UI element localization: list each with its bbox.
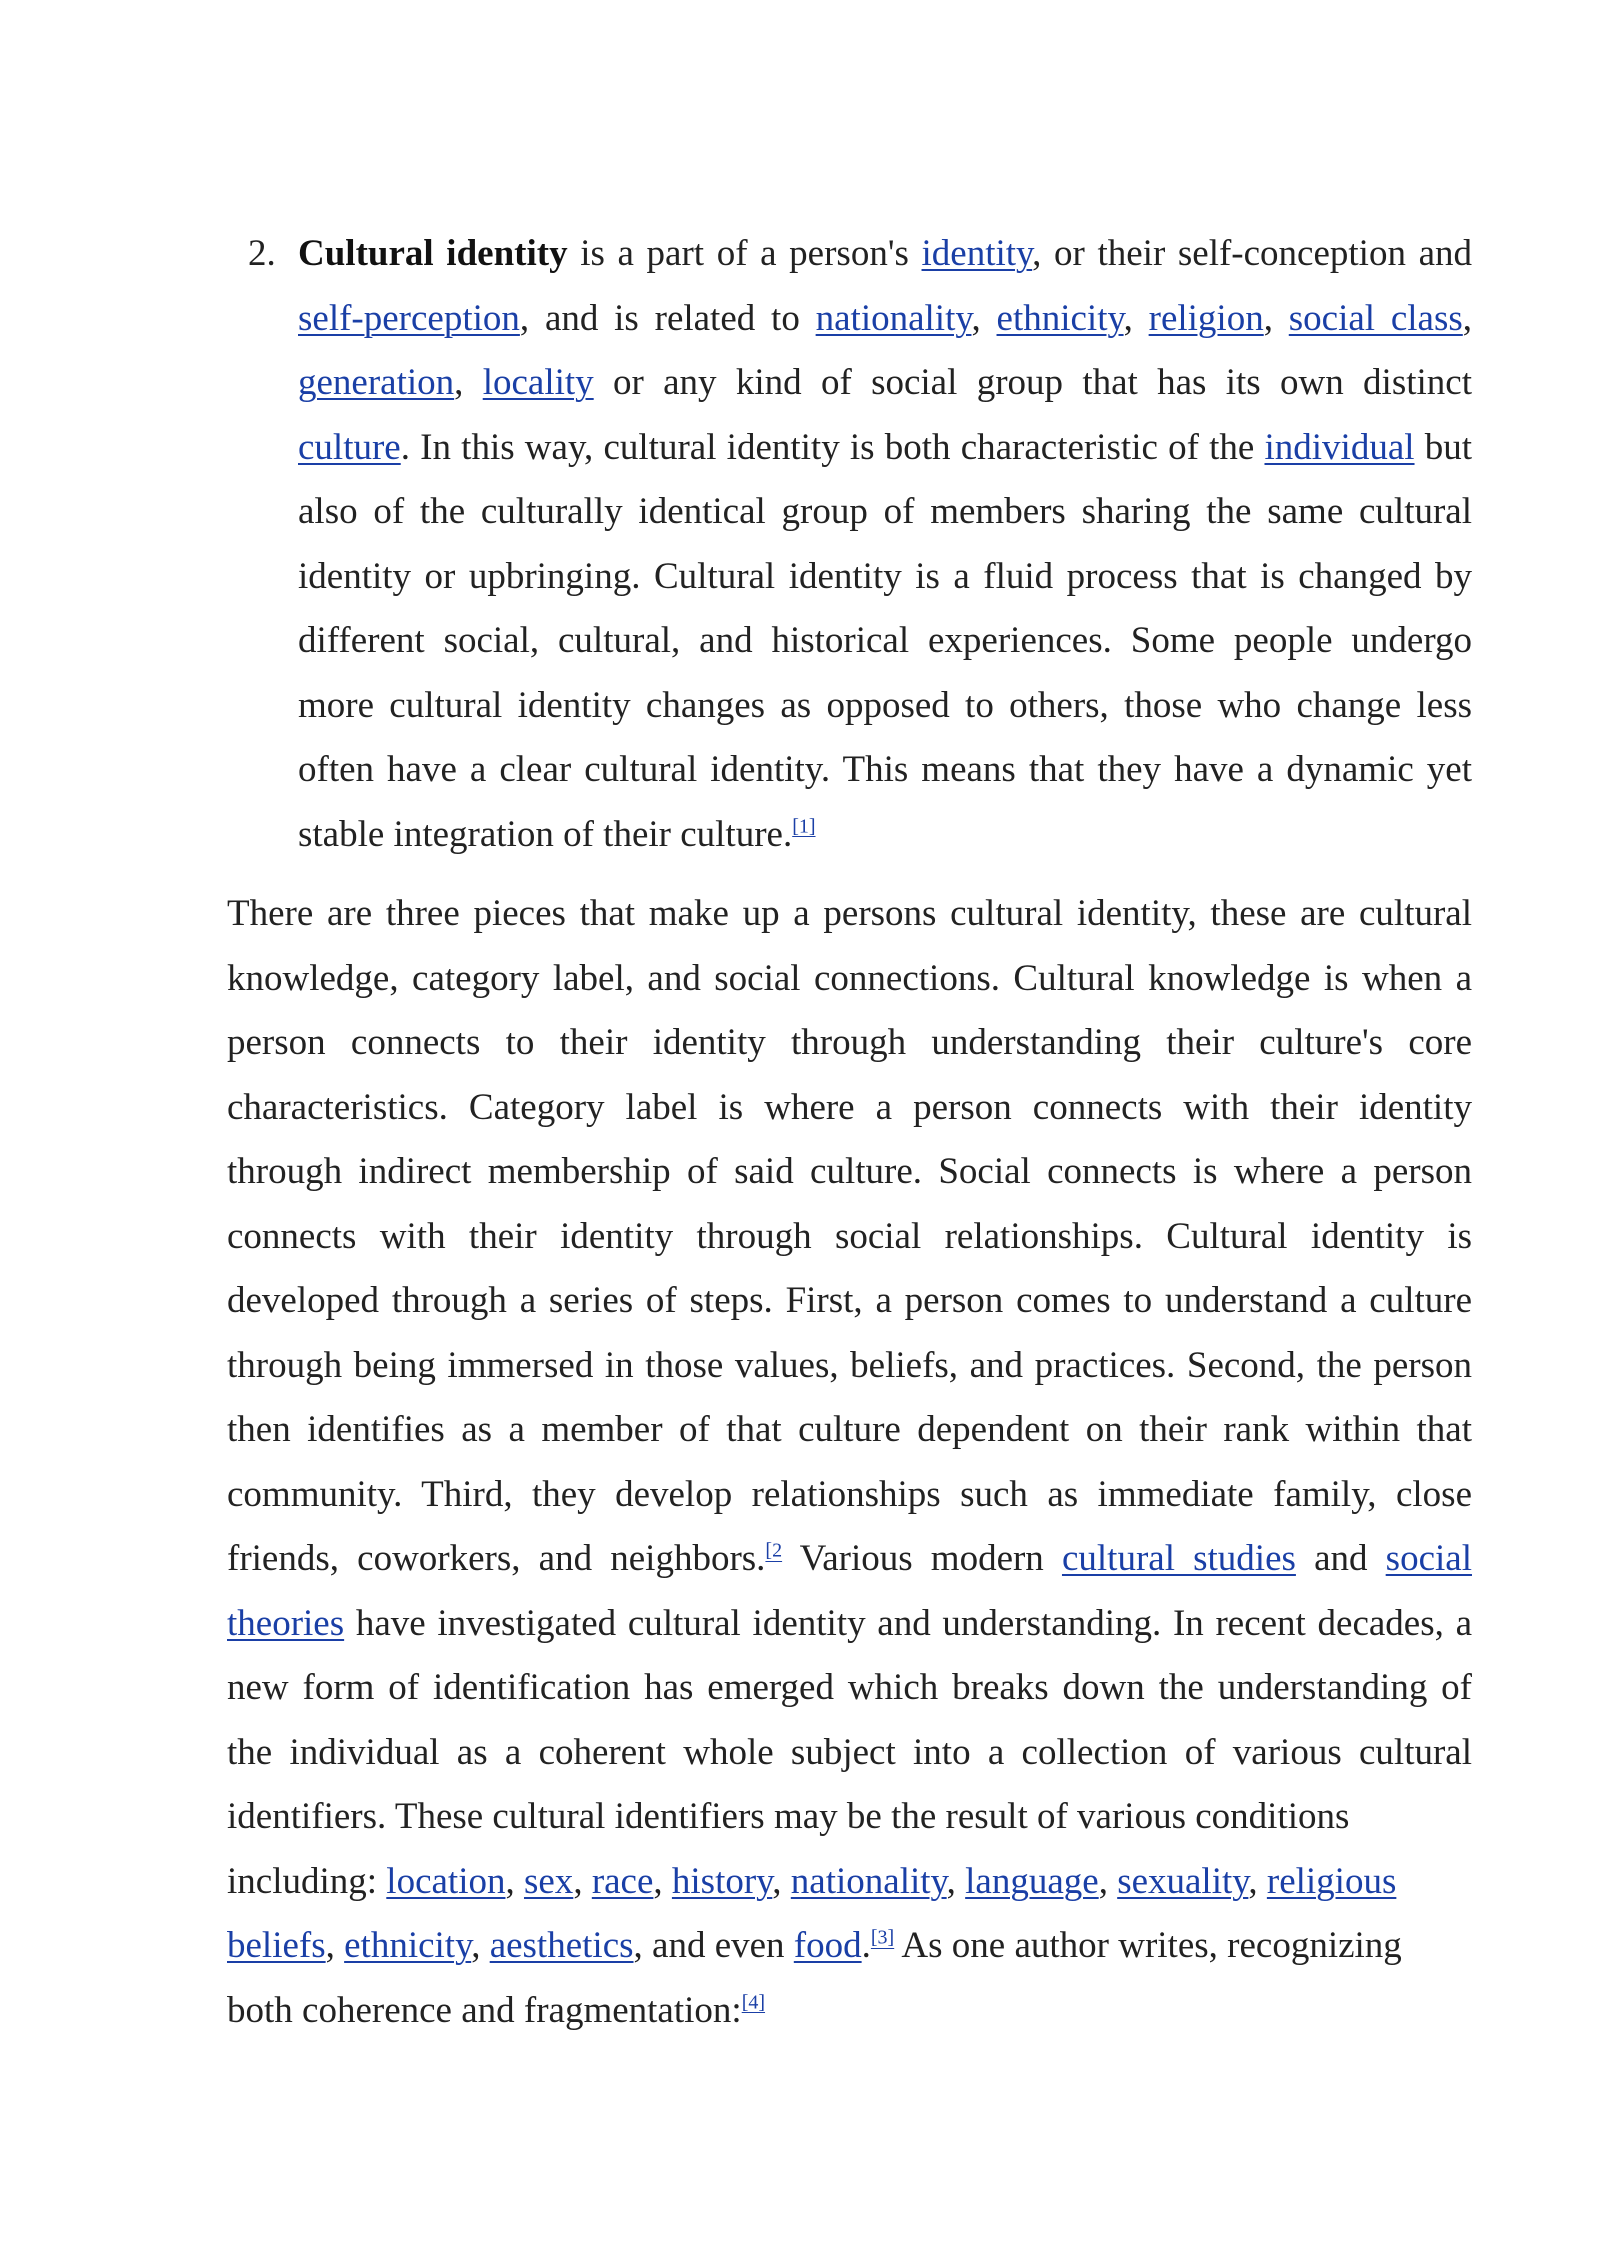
text-run: . [861, 1925, 871, 1966]
separator: , [471, 1925, 490, 1966]
text-run: or any kind of social group that has its own distinct [593, 362, 1472, 403]
link-race[interactable]: race [591, 1860, 654, 1902]
separator: , [1098, 1860, 1118, 1902]
separator: , [573, 1860, 592, 1902]
link-religion[interactable]: religion [1148, 297, 1264, 339]
reference-4[interactable] [742, 1991, 765, 2013]
reference-link-3[interactable]: [3] [870, 1926, 895, 1949]
link-ethnicity-2[interactable]: ethnicity [344, 1925, 472, 1966]
link-generation[interactable]: generation [298, 362, 455, 403]
line-including [227, 1850, 1472, 2044]
text-run: Various modern [782, 1538, 1062, 1579]
separator: , [653, 1860, 672, 1902]
text-run: , and is related to [519, 297, 816, 339]
separator: , [454, 362, 483, 403]
link-culture[interactable]: culture [298, 426, 401, 468]
reference-link-1[interactable]: [1] [792, 815, 816, 838]
link-aesthetics[interactable]: aesthetics [489, 1925, 634, 1966]
separator: , [1123, 297, 1149, 339]
link-individual[interactable]: individual [1264, 426, 1415, 468]
link-sexuality[interactable]: sexuality [1117, 1860, 1249, 1902]
link-ethnicity[interactable]: ethnicity [996, 297, 1124, 339]
separator: , [946, 1860, 966, 1902]
text-run: have investigated cultural identity and understanding. In recent decades, a new form of identification has emerged which breaks down the understanding of the individual as a coherent whole subject into a collection of various cultural identifiers. These cultural identifiers may be the result of various conditions [227, 1602, 1472, 1837]
link-language[interactable]: language [965, 1860, 1099, 1902]
link-religious-beliefs[interactable]: religious beliefs [227, 1860, 1397, 1966]
link-locality[interactable]: locality [482, 362, 594, 403]
link-history[interactable]: history [671, 1860, 773, 1902]
reference-link-4[interactable]: [4] [741, 1991, 766, 2014]
link-nationality[interactable]: nationality [815, 297, 972, 339]
separator: , [325, 1925, 345, 1966]
separator: , [1462, 297, 1473, 339]
link-social-theories[interactable]: social theories [227, 1538, 1472, 1644]
text-run: is a part of a person's [567, 233, 922, 274]
term-cultural-identity: Cultural identity [298, 233, 568, 274]
link-food[interactable]: food [793, 1925, 862, 1966]
separator: , [772, 1860, 791, 1902]
justified-line-run [227, 1603, 1472, 1838]
separator: , [505, 1860, 524, 1902]
text-run: and [1295, 1538, 1386, 1579]
link-cultural-studies[interactable]: cultural studies [1061, 1538, 1296, 1579]
list-item-cultural-identity [227, 222, 1472, 867]
reference-1[interactable] [792, 815, 815, 837]
link-location[interactable]: location [386, 1860, 506, 1902]
reference-link-2[interactable]: [2 [765, 1539, 783, 1562]
link-sex[interactable]: sex [523, 1860, 574, 1902]
text-run: . In this way, cultural identity is both characteristic of the [400, 426, 1265, 468]
paragraph-cultural-identity-pieces [227, 882, 1472, 2043]
text-run: but also of the culturally identical group of members sharing the same cultural identity or upbringing. Cultural identity is a fluid process that is changed by different social, cultural, and historical experiences. Some people undergo more cultural identity changes as opposed to others, those who change less often have a clear cultural identity. This means that they have a dynamic yet stable integration of their culture. [298, 426, 1472, 855]
reference-3[interactable] [871, 1927, 894, 1949]
text-run: There are three pieces that make up a persons cultural identity, these are cultural knowledge, category label, and social connections. Cultural knowledge is when a person connects to their identity through understanding their culture's core characteristics. Category label is where a person connects with their identity through indirect membership of said culture. Social connects is where a person connects with their identity through social relationships. Cultural identity is developed through a series of steps. First, a person comes to understand a culture through being immersed in those values, beliefs, and practices. Second, the person then identifies as a member of that culture dependent on their rank within that community. Third, they develop relationships such as immediate family, close friends, coworkers, and neighbors. [227, 893, 1472, 1579]
text-run: As one author writes, recognizing both coherence and fragmentation: [227, 1925, 1402, 2031]
separator: , [1263, 297, 1289, 339]
text-run: , or their self-conception and [1032, 233, 1473, 274]
link-identity[interactable]: identity [921, 233, 1033, 274]
text-run: , and even [633, 1925, 794, 1966]
separator: , [1248, 1860, 1267, 1902]
list-number: 2. [248, 233, 276, 274]
article-body [227, 222, 1472, 2043]
link-social-class[interactable]: social class [1288, 297, 1463, 339]
separator: , [971, 297, 997, 339]
text-run: including: [227, 1860, 387, 1902]
link-self-perception[interactable]: self-perception [298, 297, 520, 339]
link-nationality-2[interactable]: nationality [790, 1860, 947, 1902]
reference-2[interactable] [765, 1540, 782, 1562]
